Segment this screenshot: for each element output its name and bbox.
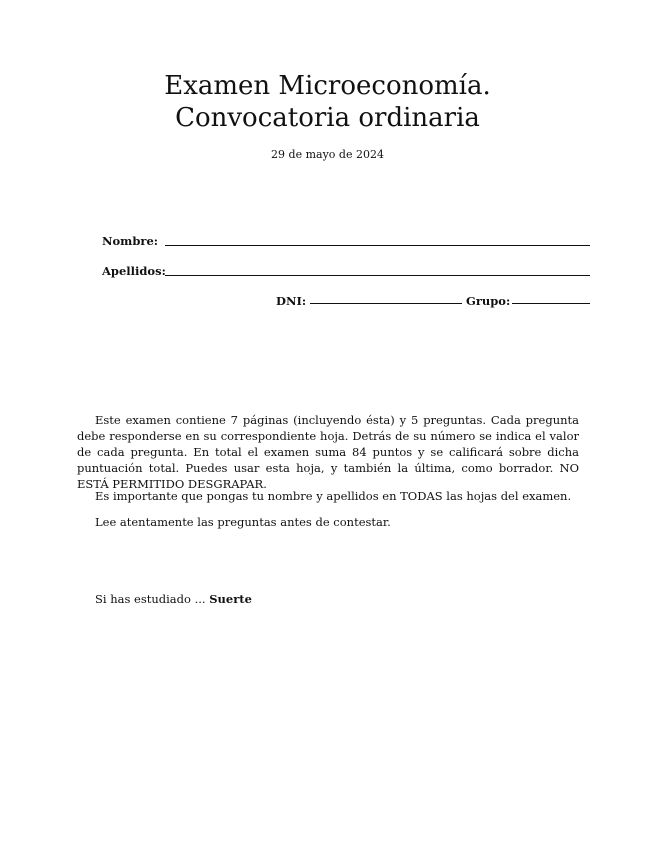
instructions-paragraph: Este examen contiene 7 páginas (incluyendo ésta) y 5 preguntas. Cada pregunta debe responderse en su correspondiente hoja. Detrás de su número se indica el valor de cada pregunta. En total el examen suma 84 puntos y se calificará sobre dicha puntuación total. Puedes usar esta hoja, y también la última, como borrador. NO ESTÁ PERMITIDO DESGRAPAR. [77,413,579,491]
name-label: Nombre: [102,234,159,248]
title-line-2: Convocatoria ordinaria [175,103,480,133]
exam-date: 29 de mayo de 2024 [271,148,384,161]
closing-message [95,591,252,607]
exam-title [0,70,655,134]
instructions-read-note: Lee atentamente las preguntas antes de contestar. [95,515,391,529]
closing-bold: Suerte [209,592,252,606]
instructions-names-note: Es importante que pongas tu nombre y apellidos en TODAS las hojas del examen. [95,489,572,503]
surname-field[interactable] [165,275,590,276]
name-field[interactable] [165,245,590,246]
title-line-1: Examen Microeconomía. [164,71,491,101]
dni-label: DNI: [276,294,307,308]
surname-label: Apellidos: [102,264,166,278]
dni-field[interactable] [310,303,462,304]
group-field[interactable] [512,303,590,304]
closing-prefix: Si has estudiado ... [95,592,210,606]
group-label: Grupo: [466,294,511,308]
